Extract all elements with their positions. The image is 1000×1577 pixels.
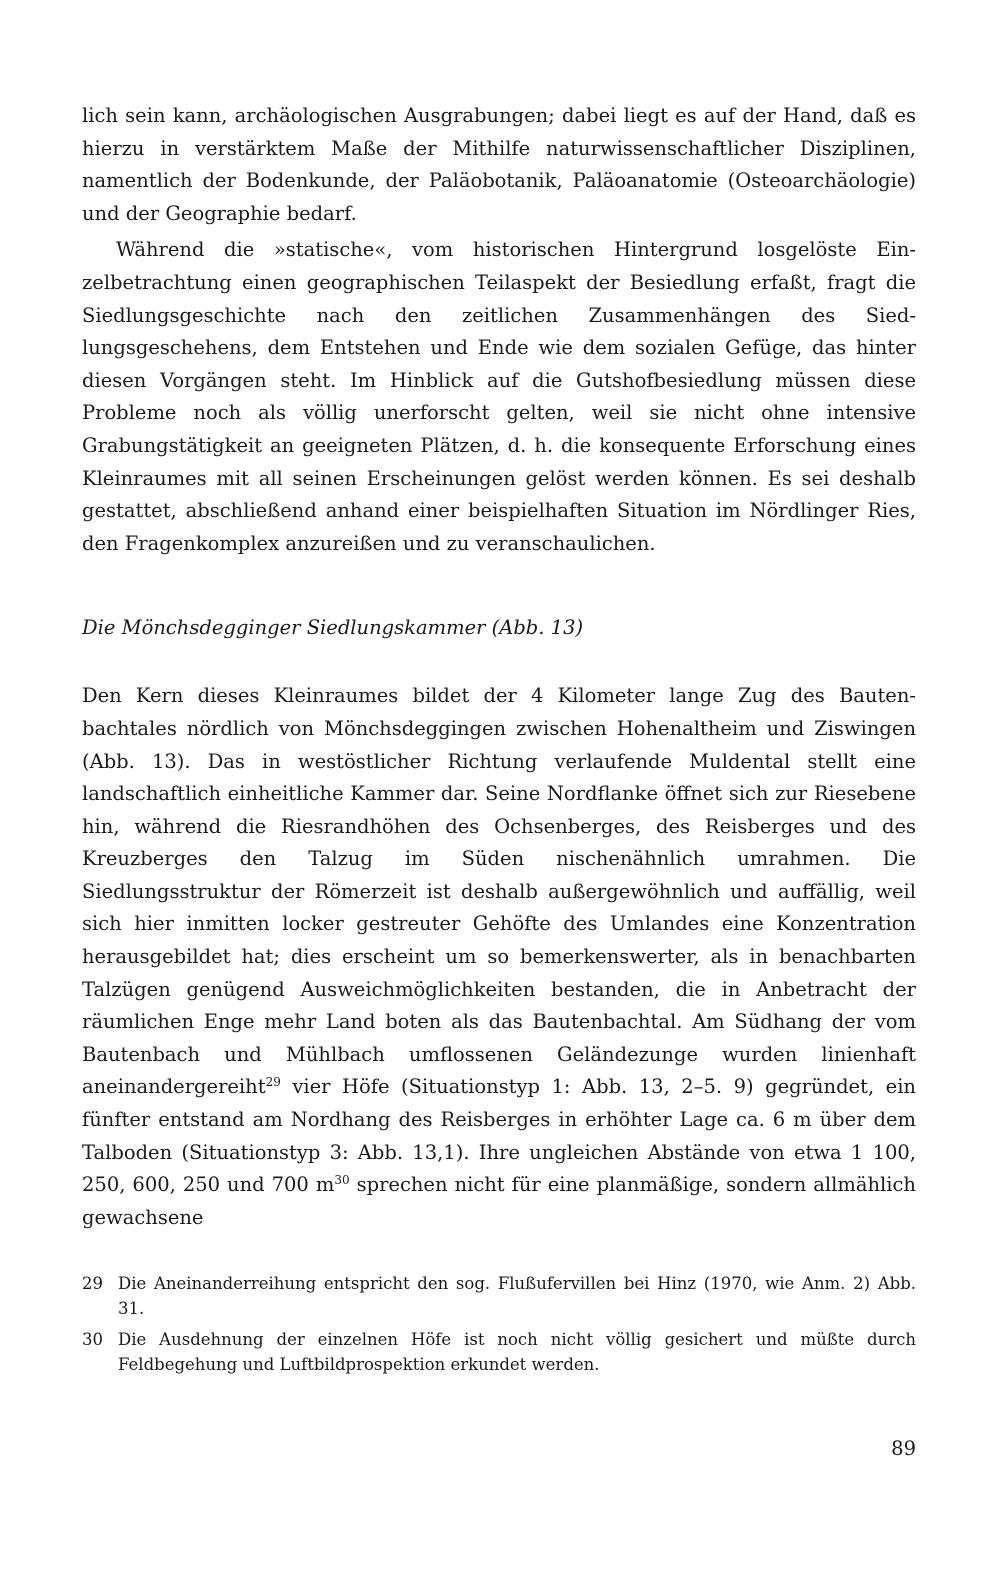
section-spacer [82, 644, 916, 680]
footnote-number: 30 [82, 1330, 103, 1350]
paragraph-text: Den Kern dieses Kleinraumes bildet der 4 Kilometer lange Zug des Bautenbachtales nördlich von Mönchsdeggingen zwischen Hohenaltheim und Ziswingen (Abb. 13). Das in westöstlicher Richtung verlaufende Muldental stellt eine landschaftlich einheitliche Kammer dar. Seine Nordflanke öffnet sich zur Riesebene hin, während die Riesrandhöhen des Ochsenberges, des Reisberges und des Kreuzberges den Talzug im Süden nischenähnlich umrahmen. Die Siedlungsstruktur der Römerzeit ist deshalb außergewöhnlich und auffällig, weil sich hier inmitten locker gestreuter Gehöfte des Umlandes eine Konzentration herausgebildet hat; dies erscheint um so bemerkenswerter, als in benachbarten Talzügen genügend Ausweichmöglichkeiten bestanden, die in Anbetracht der räumlichen Enge mehr Land boten als das Bautenbachtal. Am Südhang der vom Bautenbach und Mühlbach umflossenen Geländezunge wurden linienhaft aneinandergereiht [82, 684, 916, 1099]
footnote [82, 1328, 916, 1377]
footnote-number: 29 [82, 1274, 103, 1294]
book-page [82, 100, 916, 1500]
section-spacer [82, 560, 916, 612]
footnote-reference-29[interactable]: 29 [265, 1075, 281, 1090]
footnote-text: Die Aneinanderreihung entspricht den sog. Flußufervillen bei Hinz (1970, wie Anm. 2) Abb. 31. [118, 1274, 916, 1318]
footnote [82, 1272, 916, 1321]
section-heading: Die Mönchsdegginger Siedlungskammer (Abb. 13) [82, 616, 584, 640]
footnote-text: Die Ausdehnung der einzelnen Höfe ist noch nicht völlig gesichert und müßte durch Feldbegehung und Luftbildprospektion erkundet werden. [118, 1330, 916, 1374]
paragraph-text: vier Höfe (Situationstyp 1: Abb. 13, 2–5. 9) gegründet, ein fünfter entstand am Nordhang des Reisberges in erhöhter Lage ca. 6 m über dem Talboden (Situationstyp 3: Abb. 13,1). Ihre ungleichen Abstände von etwa 1 100, 250, 600, 250 und 700 m [82, 1075, 916, 1197]
paragraph-settlement-history: Während die »statische«, vom historischen Hintergrund losgelöste Einzelbetrachtung einen geographischen Teilaspekt der Besiedlung erfaßt, fragt die Siedlungsgeschichte nach den zeitlichen Zusammenhängen des Siedlungsgeschehens, dem Entstehen und Ende wie dem sozialen Gefüge, das hinter diesen Vorgängen steht. Im Hinblick auf die Gutshofbesiedlung müssen diese Probleme noch als völlig unerforscht gelten, weil sie nicht ohne intensive Grabungstätigkeit an geeigneten Plätzen, d. h. die konsequente Erforschung eines Kleinraumes mit all seinen Erscheinungen gelöst werden können. Es sei deshalb gestattet, abschließend anhand einer beispielhaften Situation im Nördlinger Ries, den Fragenkomplex anzureißen und zu veranschaulichen. [82, 238, 916, 555]
page-number: 89 [891, 1437, 916, 1460]
paragraph-moenchsdeggingen [82, 680, 916, 1234]
footnote-spacer [82, 1234, 916, 1272]
paragraph-continuation: lich sein kann, archäologischen Ausgrabungen; dabei liegt es auf der Hand, daß es hierzu in verstärktem Maße der Mithilfe naturwissenschaftlicher Disziplinen, namentlich der Bodenkunde, der Paläobotanik, Paläoanatomie (Osteoarchäologie) und der Geographie bedarf. [82, 104, 916, 225]
footnote-reference-30[interactable]: 30 [334, 1173, 350, 1188]
paragraph-text: sprechen nicht für eine planmäßige, sondern allmählich gewachsene [82, 1173, 916, 1229]
